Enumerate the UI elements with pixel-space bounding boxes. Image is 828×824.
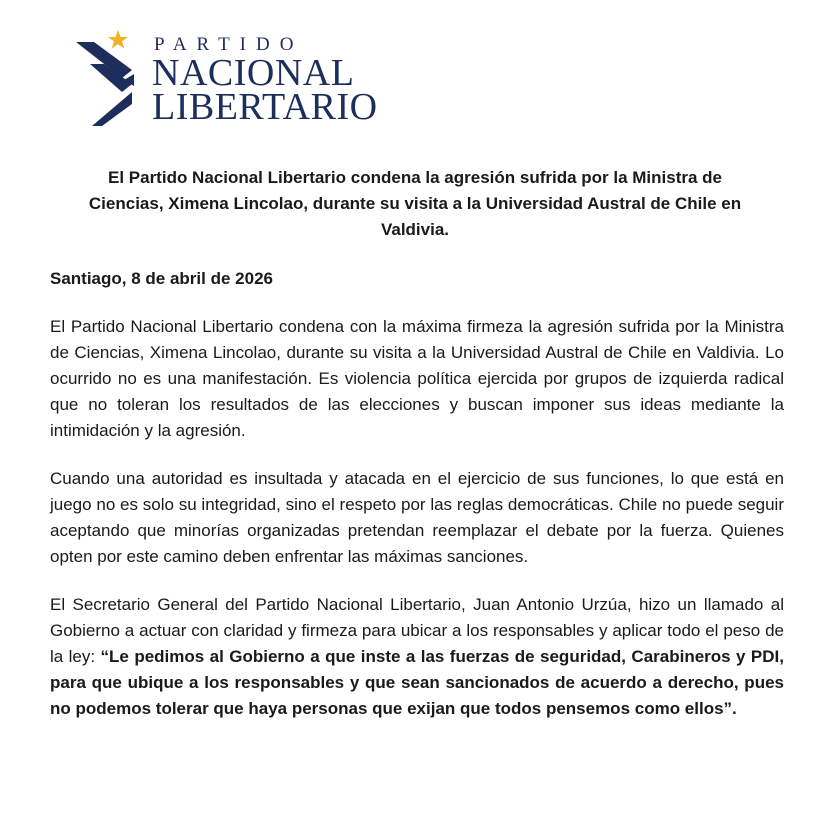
- paragraph-3-intro: El Secretario General del Partido Nacional Libertario, Juan Antonio Urzúa, hizo un llamado al Gobierno a actuar con claridad y firmeza para ubicar a los responsables y aplicar todo el peso de la ley:: [50, 595, 784, 666]
- press-release-headline: El Partido Nacional Libertario condena la agresión sufrida por la Ministra de Ciencias, Ximena Lincolao, durante su visita a la Universidad Austral de Chile en Valdivia.: [88, 168, 742, 239]
- chevron-stripes-icon: [72, 30, 142, 134]
- logo-wordmark: [152, 34, 378, 128]
- star-icon: [108, 30, 128, 49]
- paragraph-1: El Partido Nacional Libertario condena con la máxima firmeza la agresión sufrida por la Ministra de Ciencias, Ximena Lincolao, durante su visita a la Universidad Austral de Chile en Valdivia. Lo ocurrido no es una manifestación. Es violencia política ejercida por grupos de izquierda radical que no toleran los resultados de las elecciones y buscan imponer sus ideas mediante la intimidación y la agresión.: [50, 317, 784, 440]
- logo-line-nacional: NACIONAL: [152, 52, 355, 94]
- logo-line-libertario: LIBERTARIO: [152, 86, 378, 128]
- secretary-quote: “Le pedimos al Gobierno a que inste a las fuerzas de seguridad, Carabineros y PDI, para que ubique a los responsables y que sean sancionados de acuerdo a derecho, pues no podemos tolerar que haya personas que exijan que todos pensemos como ellos”.: [50, 647, 784, 718]
- paragraph-2: Cuando una autoridad es insultada y atacada en el ejercicio de sus funciones, lo que está en juego no es solo su integridad, sino el respeto por las reglas democráticas. Chile no puede seguir aceptando que minorías organizadas pretendan reemplazar el debate por la fuerza. Quienes opten por este camino deben enfrentar las máximas sanciones.: [50, 469, 784, 566]
- paragraph-3: [50, 592, 784, 722]
- party-logo: [72, 26, 402, 136]
- dateline: Santiago, 8 de abril de 2026: [50, 269, 273, 288]
- logo-line-partido: PARTIDO: [154, 34, 304, 55]
- press-release-body: [50, 266, 784, 744]
